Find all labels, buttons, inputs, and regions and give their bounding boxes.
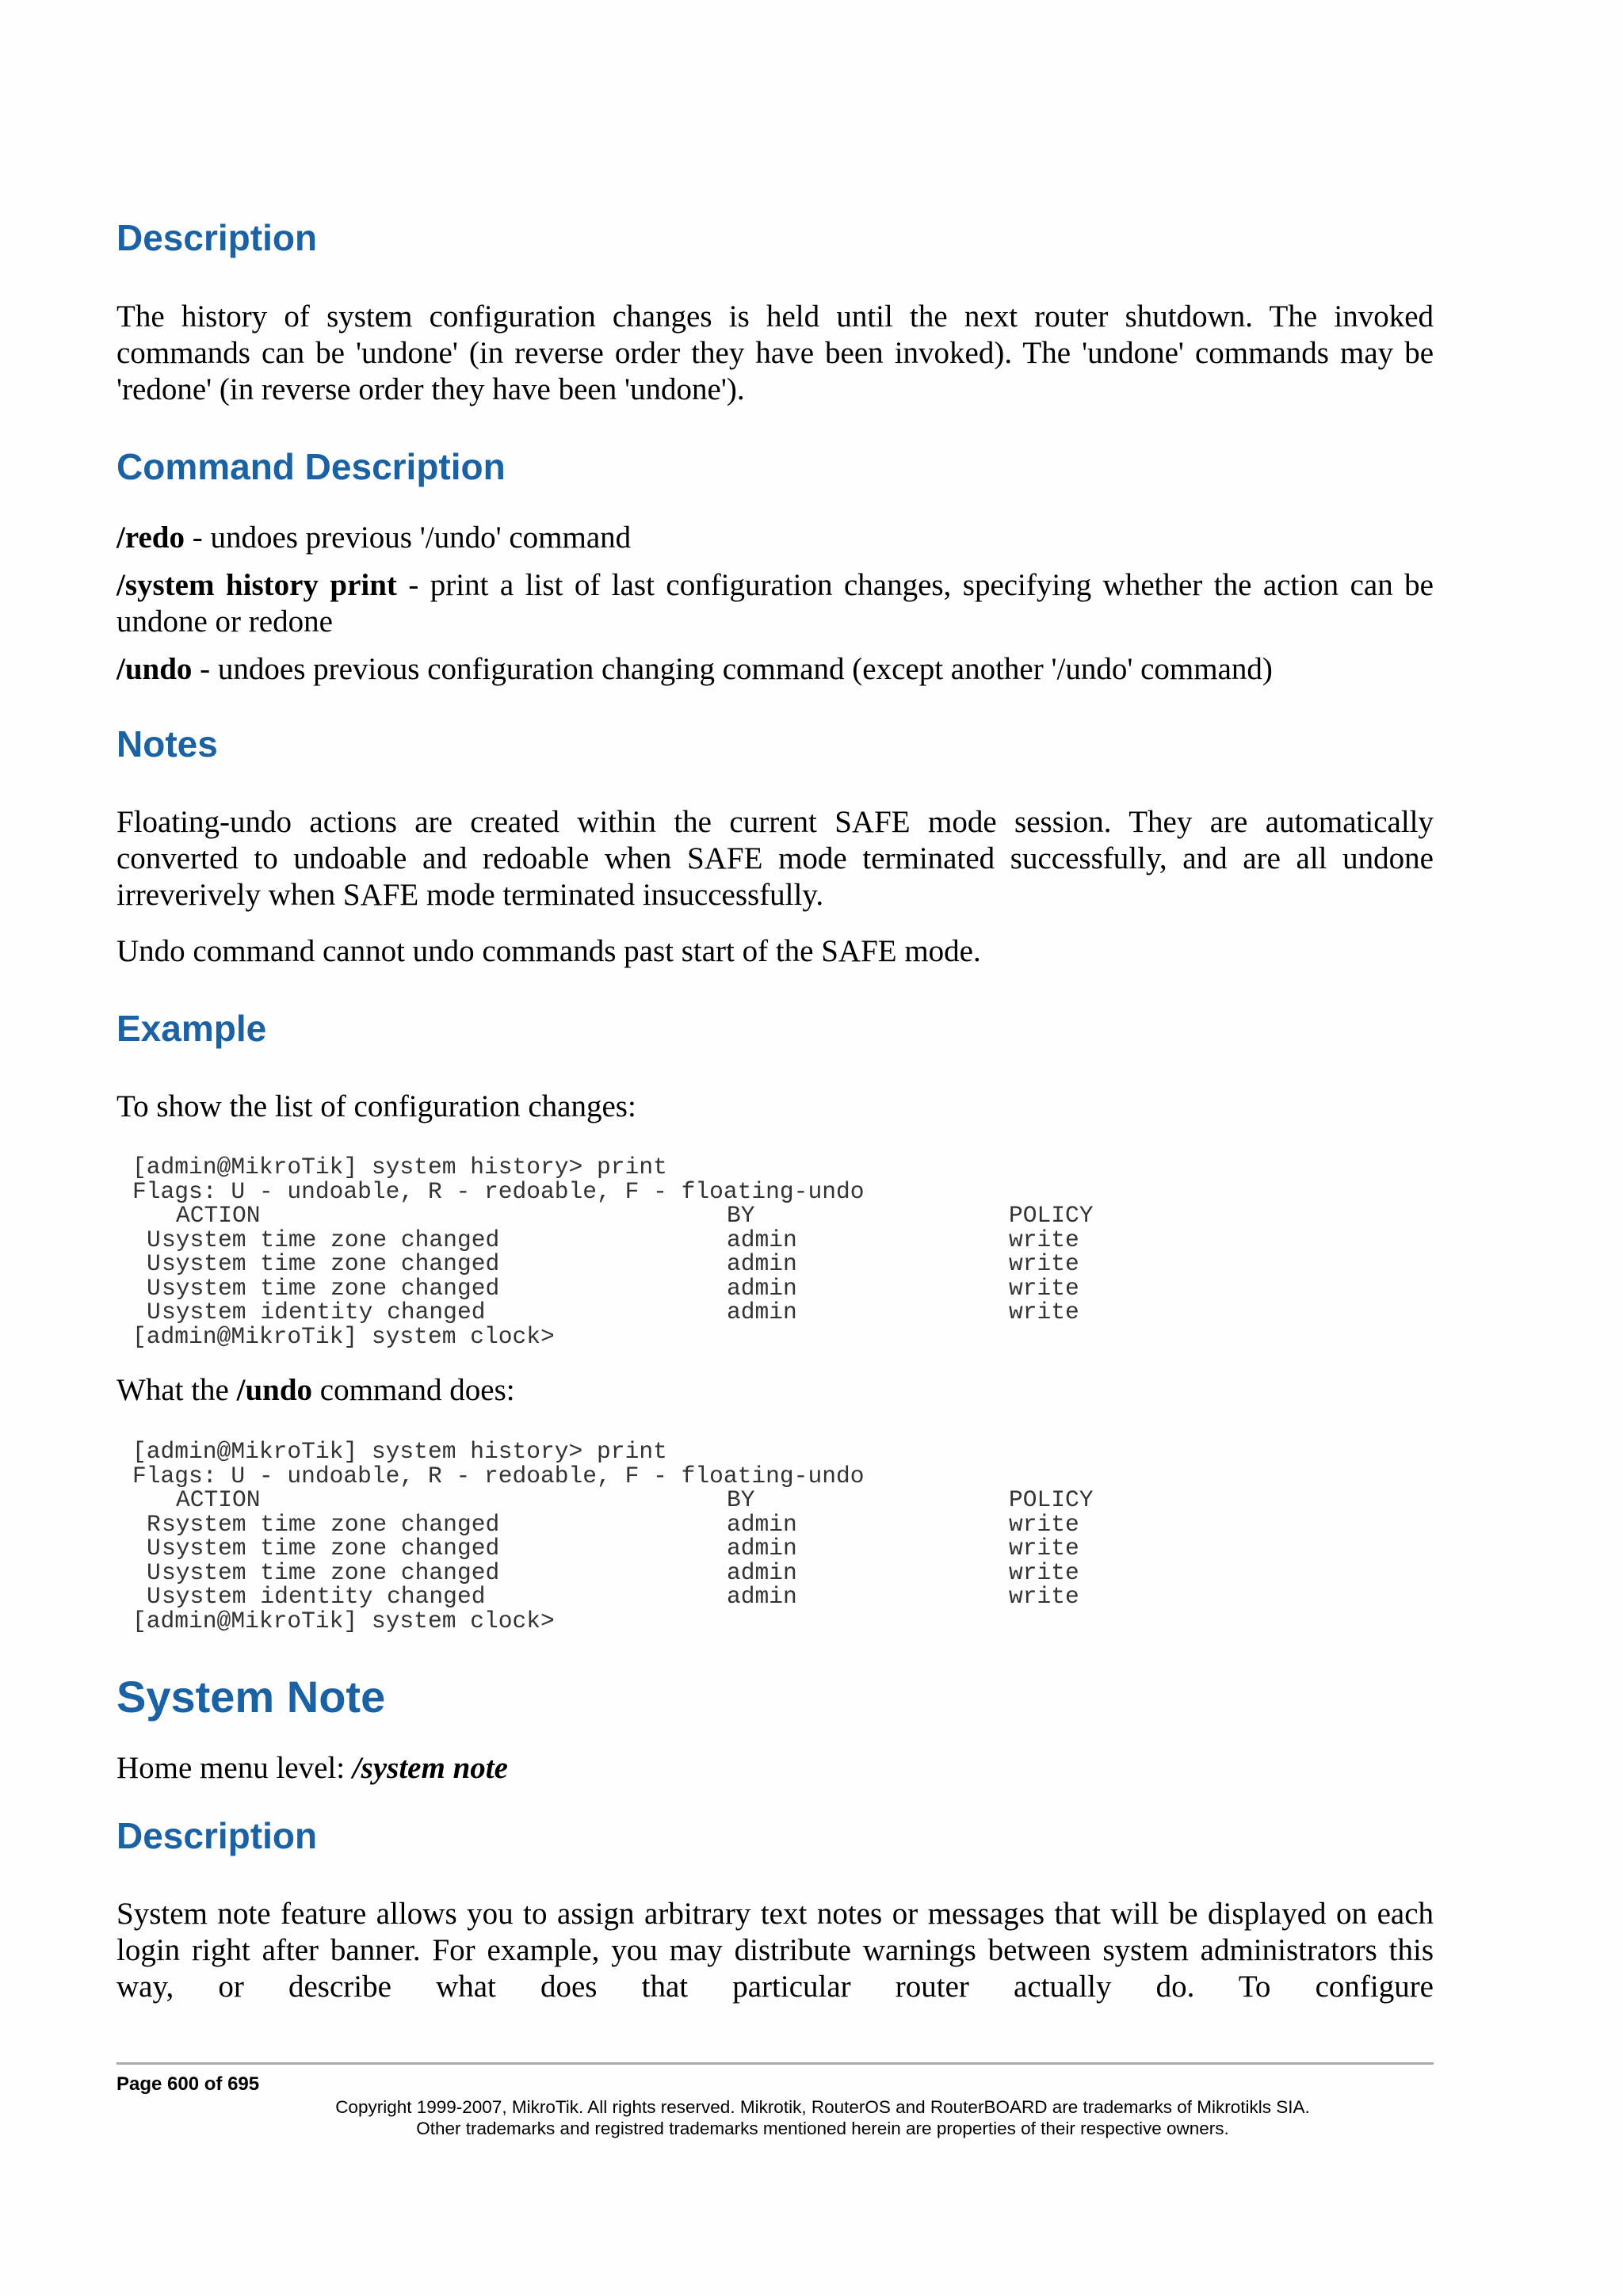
code-row xyxy=(132,1512,1094,1537)
command-desc: - print a list of last configuration changes, specifying whether the action can be undone or redone xyxy=(116,568,1434,639)
code-action: system identity changed xyxy=(162,1299,486,1325)
command-desc: - undoes previous '/undo' command xyxy=(184,521,632,555)
code-policy: write xyxy=(1009,1274,1079,1302)
command-item xyxy=(116,567,1434,640)
code-action: system time zone changed xyxy=(162,1226,500,1253)
code-row xyxy=(132,1300,1094,1325)
command-name: /redo xyxy=(116,521,185,555)
code-end-prompt: [admin@MikroTik] system clock> xyxy=(132,1322,555,1350)
code-flag: U xyxy=(147,1226,161,1253)
notes-paragraph-1: Floating-undo actions are created within the current SAFE mode session. They are automatically converted to undoable and redoable when SAFE mode terminated successfully, and are all undone irreverively when SAFE mode terminated insuccessfully. xyxy=(116,805,1434,912)
code-action: system time zone changed xyxy=(162,1558,500,1586)
code-by: admin xyxy=(727,1558,797,1586)
code-header-action: ACTION xyxy=(176,1486,261,1513)
code-action: system time zone changed xyxy=(162,1535,500,1562)
code-action: system time zone changed xyxy=(162,1250,500,1277)
code-policy: write xyxy=(1009,1226,1079,1253)
code-flags: Flags: U - undoable, R - redoable, F - floating-undo xyxy=(132,1177,865,1205)
code-row xyxy=(132,1252,1094,1276)
code-action: system time zone changed xyxy=(162,1274,500,1302)
code-prompt: [admin@MikroTik] system history> print xyxy=(132,1438,667,1465)
section-title-notes: Notes xyxy=(116,723,218,765)
code-header-policy: POLICY xyxy=(1009,1486,1094,1513)
code-by: admin xyxy=(727,1226,797,1253)
copyright-line-1: Copyright 1999-2007, MikroTik. All rights reserved. Mikrotik, RouterOS and RouterBOARD are trademarks of Mikrotikls SIA. xyxy=(335,2097,1310,2117)
code-flag: U xyxy=(147,1535,161,1562)
code-by: admin xyxy=(727,1250,797,1277)
section-title-description: Description xyxy=(116,217,318,258)
code-header-by: BY xyxy=(727,1486,755,1513)
code-end-prompt: [admin@MikroTik] system clock> xyxy=(132,1607,555,1634)
code-by: admin xyxy=(727,1535,797,1562)
code-action: system identity changed xyxy=(162,1583,486,1610)
code-flag: U xyxy=(147,1299,161,1325)
code-action: system time zone changed xyxy=(162,1510,500,1538)
code-policy: write xyxy=(1009,1299,1079,1325)
undo-intro: What the /undo command does: xyxy=(116,1373,515,1407)
description-paragraph: The history of system configuration changes is held until the next router shutdown. The invoked commands can be 'undone' (in reverse order they have been invoked). The 'undone' commands may be 'redone' (in reverse order they have been 'undone'). xyxy=(116,299,1434,406)
command-desc: - undoes previous configuration changing command (except another '/undo' command) xyxy=(192,652,1273,686)
home-menu-path: /system note xyxy=(352,1751,508,1785)
code-policy: write xyxy=(1009,1558,1079,1586)
code-by: admin xyxy=(727,1299,797,1325)
code-header-row xyxy=(132,1203,1094,1228)
code-row xyxy=(132,1536,1094,1561)
notes-paragraph-2: Undo command cannot undo commands past start of the SAFE mode. xyxy=(116,934,981,968)
code-by: admin xyxy=(727,1583,797,1610)
command-item xyxy=(116,651,1434,688)
section-title-note-description: Description xyxy=(116,1815,318,1856)
example-intro: To show the list of configuration changes: xyxy=(116,1089,636,1123)
section-title-example: Example xyxy=(116,1008,267,1049)
code-block-history-print xyxy=(132,1155,1094,1348)
section-title-command-description: Command Description xyxy=(116,446,506,487)
chapter-title-system-note: System Note xyxy=(116,1672,386,1722)
code-flag: U xyxy=(147,1250,161,1277)
code-flag: R xyxy=(147,1510,161,1538)
code-header-policy: POLICY xyxy=(1009,1202,1094,1229)
code-header-by: BY xyxy=(727,1202,755,1229)
code-row xyxy=(132,1585,1094,1609)
command-name: /system history print xyxy=(116,568,397,602)
code-header-action: ACTION xyxy=(176,1202,261,1229)
code-flags: Flags: U - undoable, R - redoable, F - floating-undo xyxy=(132,1462,865,1489)
code-policy: write xyxy=(1009,1583,1079,1610)
command-item xyxy=(116,520,1434,556)
page-number: Page 600 of 695 xyxy=(116,2073,260,2095)
code-row xyxy=(132,1558,1094,1586)
code-row xyxy=(132,1228,1094,1253)
code-by: admin xyxy=(727,1274,797,1302)
code-flag: U xyxy=(147,1558,161,1586)
code-header-row xyxy=(132,1488,1094,1512)
home-menu-level: Home menu level: /system note xyxy=(116,1751,508,1785)
note-description-paragraph: System note feature allows you to assign arbitrary text notes or messages that will be displayed on each login right after banner. For example, you may distribute warnings between system administrators this way, or describe what does that particular router actually do. To configure xyxy=(116,1897,1434,2004)
code-flag: U xyxy=(147,1583,161,1610)
copyright-line-2: Other trademarks and registred trademarks mentioned herein are properties of their respective owners. xyxy=(416,2119,1229,2138)
command-name: /undo xyxy=(116,652,193,686)
code-prompt: [admin@MikroTik] system history> print xyxy=(132,1154,667,1180)
code-by: admin xyxy=(727,1510,797,1538)
code-policy: write xyxy=(1009,1535,1079,1562)
undo-command-bold: /undo xyxy=(236,1373,313,1407)
page-footer xyxy=(116,2062,1434,2139)
code-block-after-undo xyxy=(132,1440,1094,1633)
command-list xyxy=(116,520,1434,688)
code-policy: write xyxy=(1009,1510,1079,1538)
code-flag: U xyxy=(147,1274,161,1302)
code-policy: write xyxy=(1009,1250,1079,1277)
code-row xyxy=(132,1276,1094,1301)
